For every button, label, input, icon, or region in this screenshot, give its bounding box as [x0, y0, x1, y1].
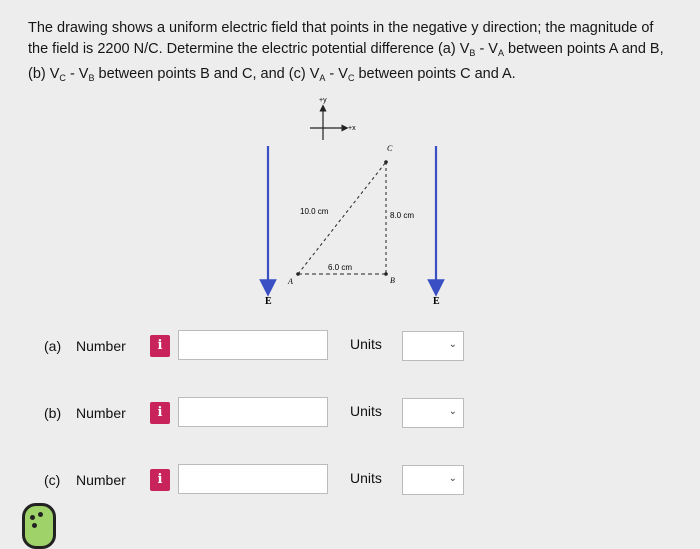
- distance-bc: 8.0 cm: [390, 211, 415, 220]
- number-input-c[interactable]: [178, 464, 328, 494]
- number-label: Number: [76, 338, 126, 354]
- units-select-c[interactable]: [402, 465, 464, 495]
- number-input-a[interactable]: [178, 330, 328, 360]
- answer-row-b: [0, 397, 700, 429]
- units-select-b[interactable]: [402, 398, 464, 428]
- segment-ac: [298, 162, 386, 274]
- question-line-2: the field is 2200 N/C. Determine the electric potential difference (a) $V_B - V_A$ between points A and B,: [28, 41, 664, 58]
- distance-ac: 10.0 cm: [300, 207, 329, 216]
- info-button[interactable]: i: [150, 335, 170, 357]
- bubble-dot: [32, 523, 37, 528]
- point-c: [384, 160, 388, 164]
- number-input-b[interactable]: [178, 397, 328, 427]
- units-select-a[interactable]: [402, 331, 464, 361]
- number-label: Number: [76, 472, 126, 488]
- plus-x-label: +x: [348, 125, 356, 132]
- assistant-bubble-icon[interactable]: [22, 503, 56, 549]
- point-b: [384, 272, 388, 276]
- units-label: Units: [350, 470, 382, 486]
- label-a: A: [288, 277, 293, 286]
- bubble-dot: [38, 512, 43, 517]
- answer-row-a: [0, 330, 700, 362]
- plus-y-label: +y: [319, 97, 327, 104]
- info-button[interactable]: i: [150, 469, 170, 491]
- field-diagram: [230, 90, 490, 310]
- part-label: (b): [44, 405, 62, 421]
- chevron-down-icon: ⌄: [448, 339, 457, 350]
- question-text: [28, 18, 678, 89]
- part-label: (a): [44, 338, 62, 354]
- bubble-dot: [30, 515, 35, 520]
- question-line-3: (b) $V_C - V_B$ between points B and C, and (c) $V_A - V_C$ between points C and A.: [28, 66, 516, 83]
- answer-row-c: [0, 464, 700, 496]
- field-label-right: E: [433, 296, 440, 307]
- label-b: B: [390, 276, 395, 285]
- chevron-down-icon: ⌄: [448, 473, 457, 484]
- chevron-down-icon: ⌄: [448, 406, 457, 417]
- info-button[interactable]: i: [150, 402, 170, 424]
- field-label-left: E: [265, 296, 272, 307]
- distance-ab: 6.0 cm: [328, 263, 353, 272]
- field-diagram-svg: [230, 90, 490, 310]
- question-line-1: The drawing shows a uniform electric field that points in the negative y direction; the magnitude of: [28, 20, 654, 36]
- point-a: [296, 272, 300, 276]
- number-label: Number: [76, 405, 126, 421]
- units-label: Units: [350, 336, 382, 352]
- label-c: C: [387, 144, 393, 153]
- part-label: (c): [44, 472, 61, 488]
- units-label: Units: [350, 403, 382, 419]
